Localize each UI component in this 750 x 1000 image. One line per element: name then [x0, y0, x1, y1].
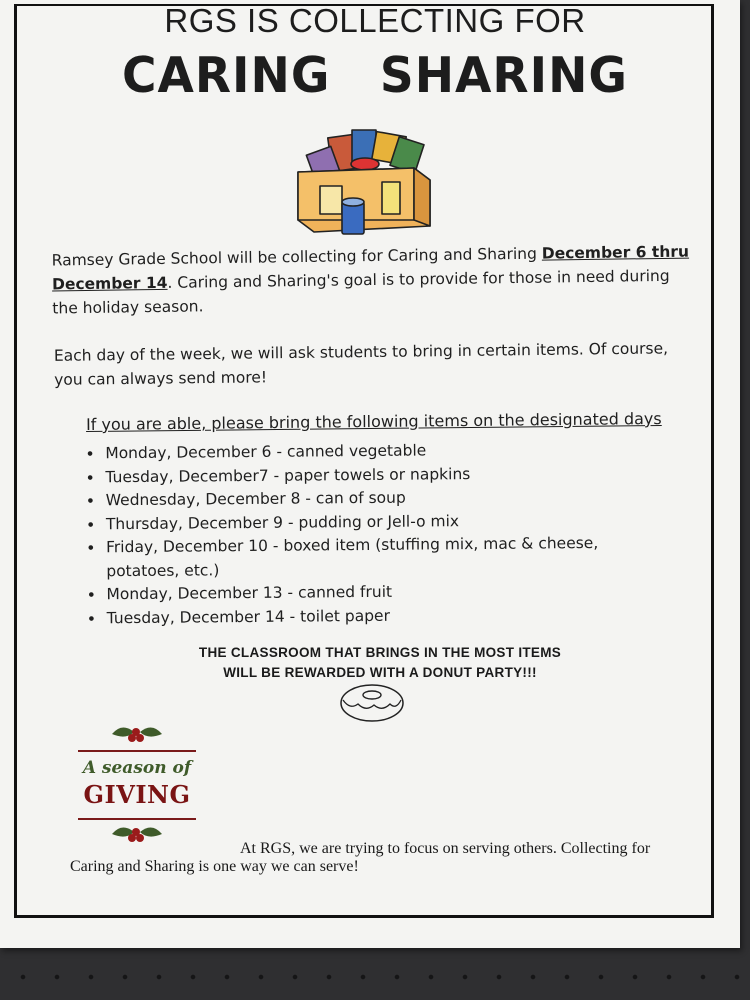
season-tagline: A season of: [82, 758, 192, 778]
list-item: • Tuesday, December7 - paper towels or napkins: [85, 461, 645, 489]
food-box-illustration: [290, 128, 440, 243]
season-giving: GIVING: [83, 780, 191, 809]
list-item: • Monday, December 13 - canned fruit: [86, 579, 646, 607]
holly-top-icon: [72, 720, 202, 750]
list-item: • Tuesday, December 14 - toilet paper: [87, 602, 647, 630]
season-of-giving-graphic: [72, 720, 202, 850]
list-item: • Friday, December 10 - boxed item (stuffing mix, mac & cheese, potatoes, etc.): [86, 532, 646, 584]
header-sharing: SHARING: [379, 46, 628, 105]
intro-text-start: Ramsey Grade School will be collecting for Caring and Sharing: [51, 244, 542, 270]
donut-icon: [338, 680, 406, 724]
list-heading: If you are able, please bring the following items on the designated days: [85, 408, 662, 435]
dates-highlight-end: December 14: [51, 273, 168, 294]
holly-bottom-icon: [72, 820, 202, 850]
closing-line2: Caring and Sharing is one way we can serve!: [70, 858, 359, 875]
dates-highlight-start: December 6 thru: [541, 242, 690, 263]
divider-top: [78, 750, 196, 752]
reward-line2: WILL BE REWARDED WITH A DONUT PARTY!!!: [223, 665, 537, 680]
header-title: [0, 47, 750, 105]
reward-line1: THE CLASSROOM THAT BRINGS IN THE MOST ITEMS: [198, 645, 562, 660]
reward-notice: [120, 643, 640, 683]
list-item: • Monday, December 6 - canned vegetable: [85, 438, 645, 466]
list-item: • Wednesday, December 8 - can of soup: [86, 485, 646, 513]
list-item: • Thursday, December 9 - pudding or Jell-o mix: [86, 508, 646, 536]
items-list: [85, 438, 647, 631]
intro-text-end: . Caring and Sharing's goal is to provide for those in need during the holiday season.: [52, 266, 670, 318]
closing-line1: At RGS, we are trying to focus on serving others. Collecting for: [240, 840, 651, 857]
intro-paragraph: [52, 240, 693, 321]
header-line1: RGS IS COLLECTING FOR: [164, 2, 586, 39]
header-caring: CARING: [122, 46, 331, 105]
weekly-paragraph: Each day of the week, we will ask students to bring in certain items. Of course, you can always send more!: [53, 339, 669, 389]
